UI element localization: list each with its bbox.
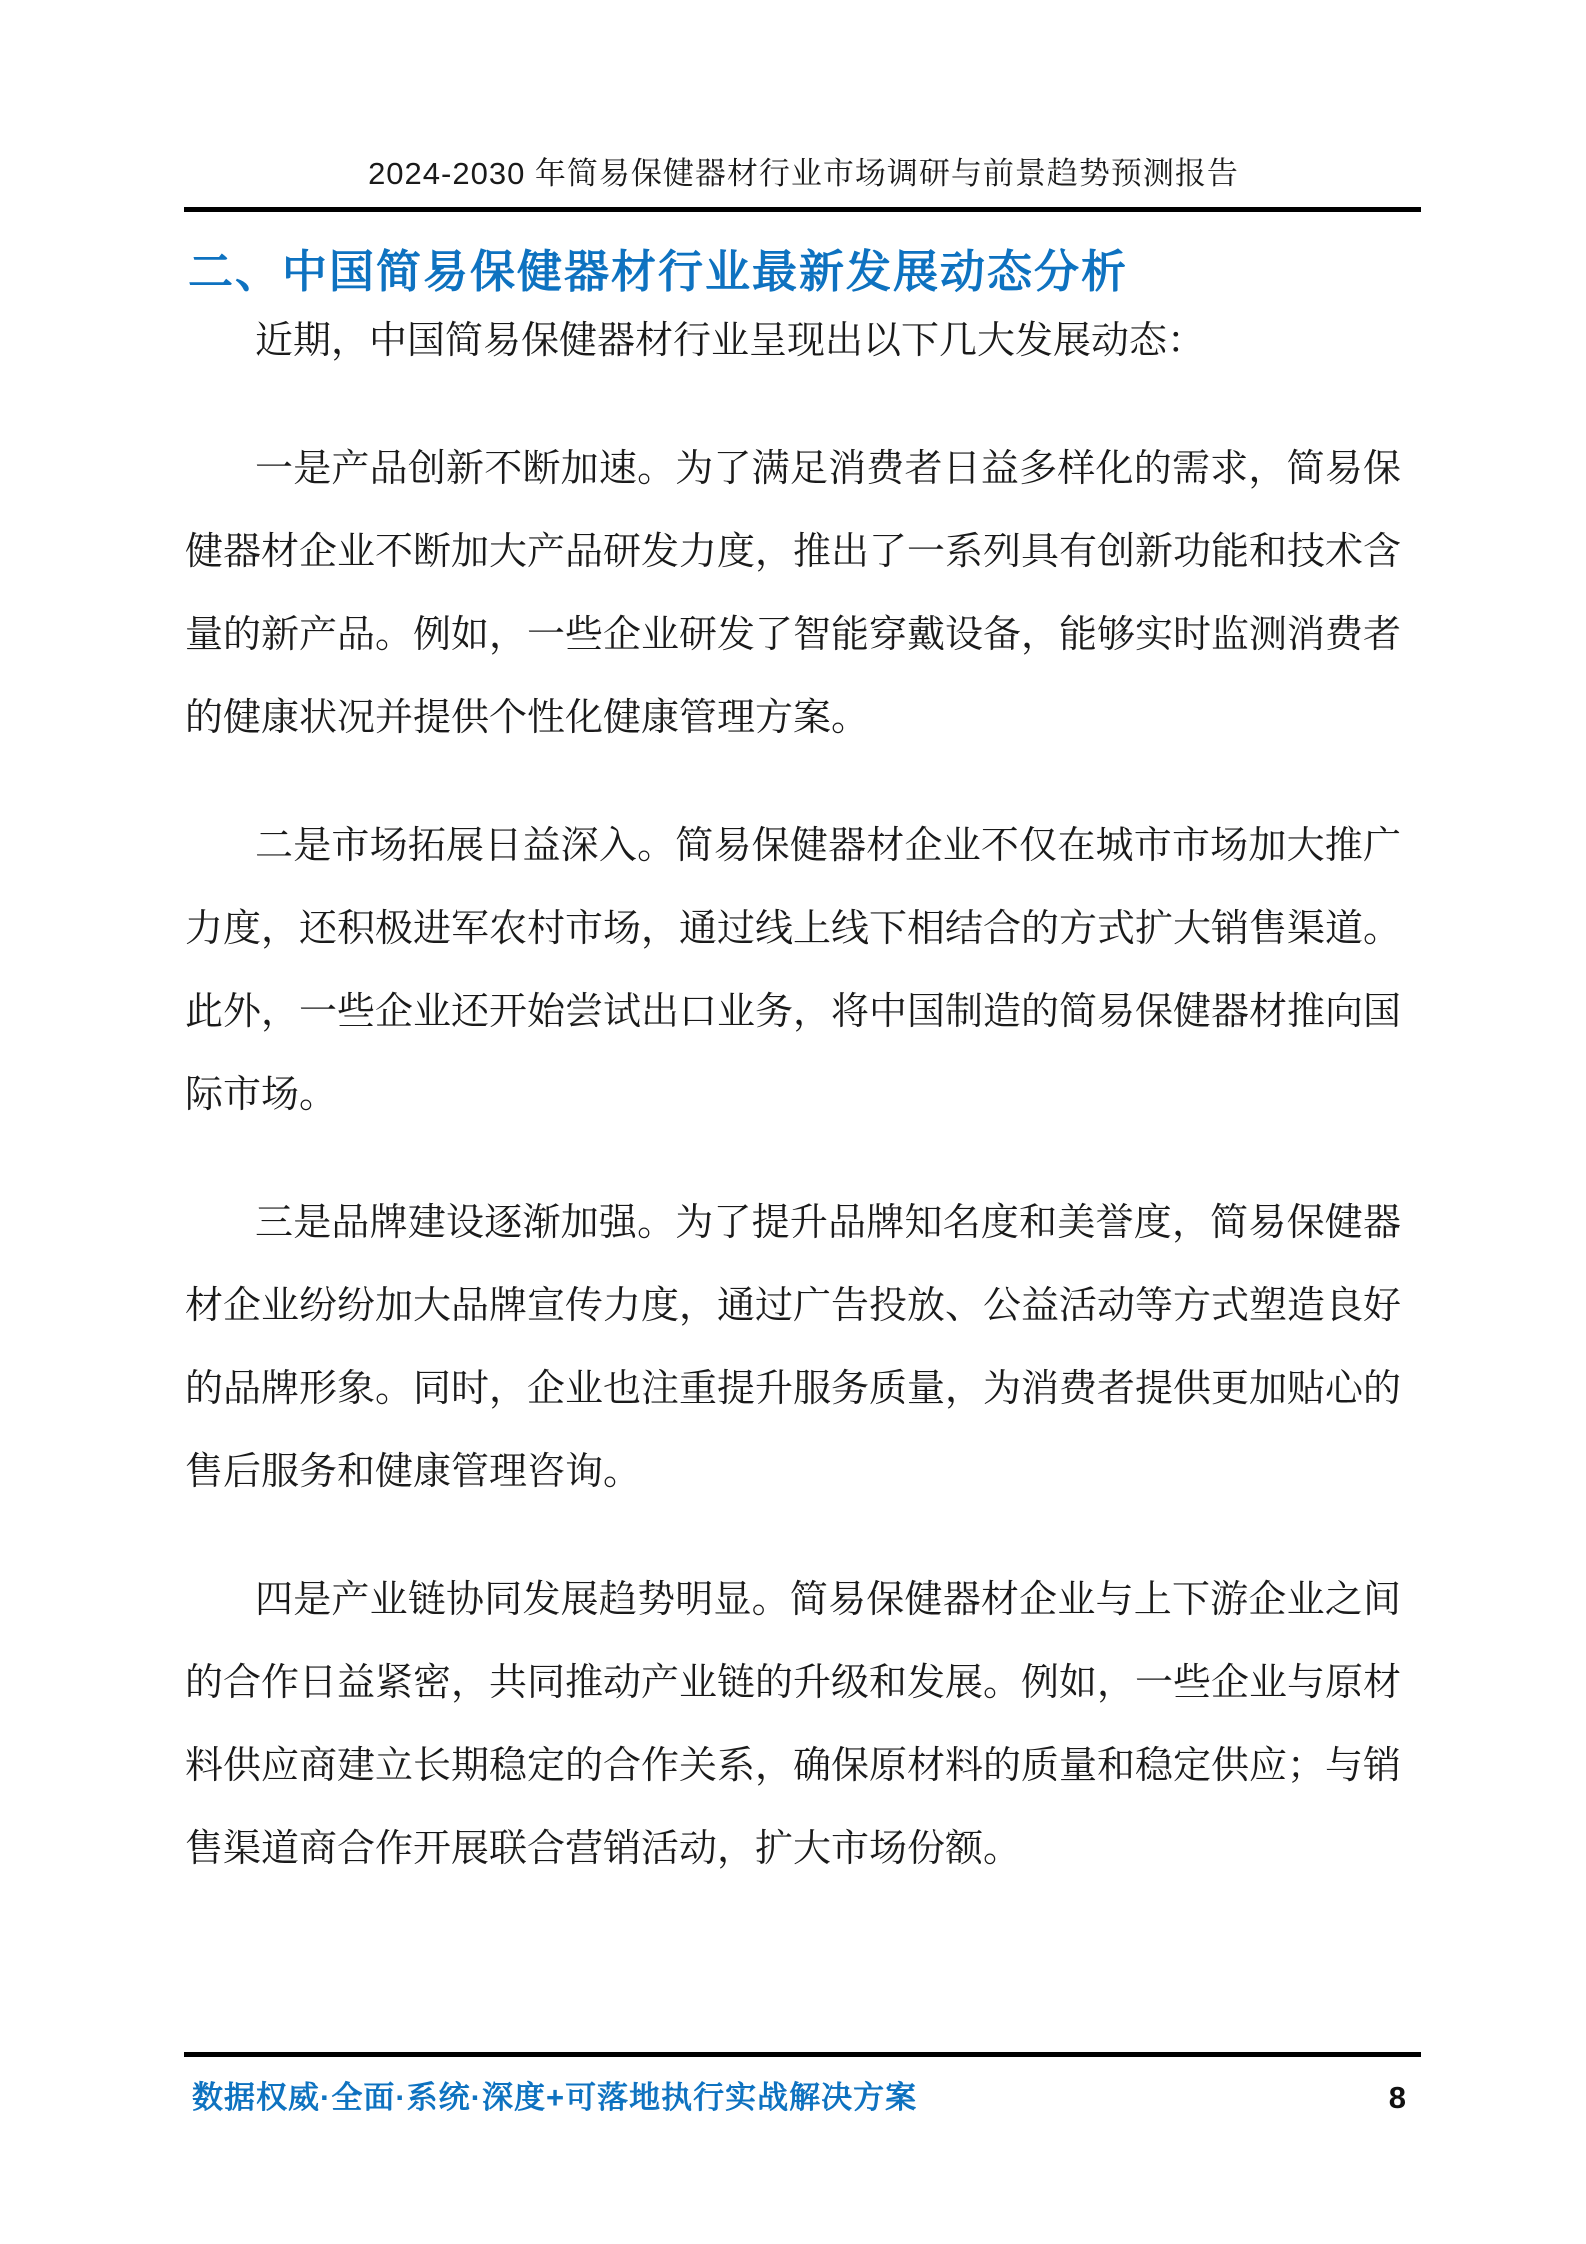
paragraph-trend-1: 一是产品创新不断加速。为了满足消费者日益多样化的需求，简易保健器材企业不断加大产品研发力度，推出了一系列具有创新功能和技术含量的新产品。例如，一些企业研发了智能穿戴设备，能够实时监测消费者的健康状况并提供个性化健康管理方案。 xyxy=(185,448,1402,739)
paragraph-trend-2: 二是市场拓展日益深入。简易保健器材企业不仅在城市市场加大推广力度，还积极进军农村市场，通过线上线下相结合的方式扩大销售渠道。此外，一些企业还开始尝试出口业务，将中国制造的简易保健器材推向国际市场。 xyxy=(185,825,1402,1116)
footer-divider-rule xyxy=(184,2052,1421,2057)
page-footer xyxy=(185,2078,1422,2118)
section-heading: 二、中国简易保健器材行业最新发展动态分析 xyxy=(188,246,1129,298)
paragraph-trend-3: 三是品牌建设逐渐加强。为了提升品牌知名度和美誉度，简易保健器材企业纷纷加大品牌宣传力度，通过广告投放、公益活动等方式塑造良好的品牌形象。同时，企业也注重提升服务质量，为消费者提供更加贴心的售后服务和健康管理咨询。 xyxy=(185,1202,1402,1493)
page-number: 8 xyxy=(1388,2080,1406,2115)
report-header-title: 2024-2030 年简易保健器材行业市场调研与前景趋势预测报告 xyxy=(368,156,1239,191)
header-divider-rule xyxy=(184,207,1421,212)
paragraph-trend-4: 四是产业链协同发展趋势明显。简易保健器材企业与上下游企业之间的合作日益紧密，共同推动产业链的升级和发展。例如，一些企业与原材料供应商建立长期稳定的合作关系，确保原材料的质量和稳定供应；与销售渠道商合作开展联合营销活动，扩大市场份额。 xyxy=(185,1579,1402,1870)
paragraph-intro: 近期，中国简易保健器材行业呈现出以下几大发展动态： xyxy=(255,320,1206,362)
document-body xyxy=(185,300,1401,1936)
footer-slogan: 数据权威·全面·系统·深度+可落地执行实战解决方案 xyxy=(192,2080,918,2115)
